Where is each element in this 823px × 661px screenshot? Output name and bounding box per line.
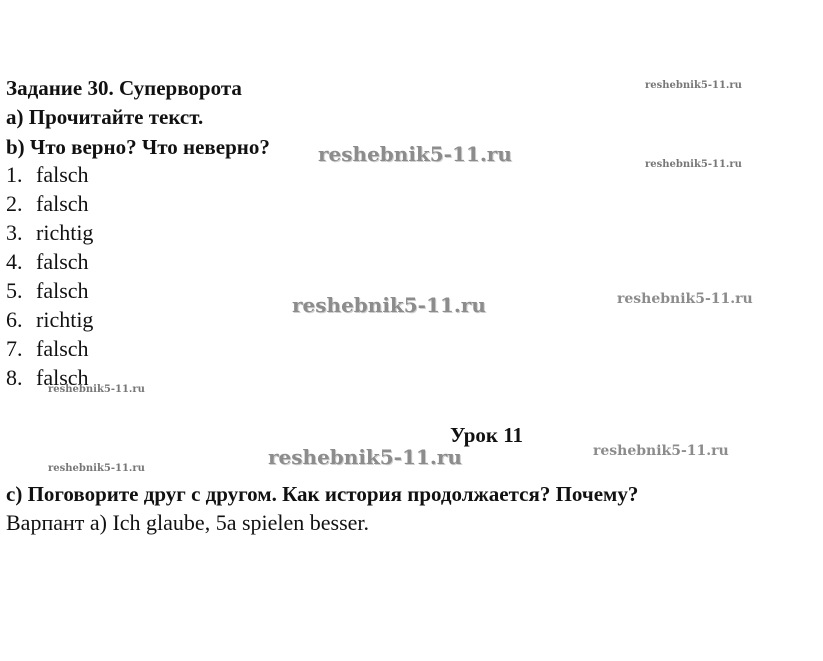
item-number: 6. <box>6 307 23 332</box>
item-value: falsch <box>36 278 89 303</box>
list-item <box>6 307 93 333</box>
task-part-a: а) Прочитайте текст. <box>6 105 204 129</box>
watermark: reshebnik5-11.ru <box>48 463 145 474</box>
task-part-b: b) Что верно? Что неверно? <box>6 135 270 159</box>
item-number: 5. <box>6 278 23 303</box>
item-value: falsch <box>36 249 89 274</box>
task-title: Задание 30. Суперворота <box>6 76 242 100</box>
part-c-question: c) Поговорите друг с другом. Как история продолжается? Почему? <box>6 482 639 506</box>
item-value: falsch <box>36 162 89 187</box>
lesson-title: Урок 11 <box>450 423 524 447</box>
list-item <box>6 162 89 188</box>
item-number: 3. <box>6 220 23 245</box>
watermark: reshebnik5-11.ru <box>645 80 742 91</box>
part-c-answer: Варпант а) Ich glaube, 5a spielen besser. <box>6 510 370 535</box>
watermark: reshebnik5-11.ru <box>593 443 729 459</box>
item-number: 4. <box>6 249 23 274</box>
list-item <box>6 336 89 362</box>
list-item <box>6 220 93 246</box>
item-value: richtig <box>36 307 94 332</box>
item-value: falsch <box>36 336 89 361</box>
list-item <box>6 191 89 217</box>
watermark: reshebnik5-11.ru <box>292 293 486 317</box>
item-value: falsch <box>36 365 89 390</box>
item-number: 7. <box>6 336 23 361</box>
item-number: 2. <box>6 191 23 216</box>
item-number: 8. <box>6 365 23 390</box>
list-item <box>6 278 89 304</box>
item-value: richtig <box>36 220 94 245</box>
watermark: reshebnik5-11.ru <box>48 384 145 395</box>
item-value: falsch <box>36 191 89 216</box>
list-item <box>6 249 89 275</box>
watermark: reshebnik5-11.ru <box>318 142 512 166</box>
watermark: reshebnik5-11.ru <box>645 159 742 170</box>
watermark: reshebnik5-11.ru <box>268 445 462 469</box>
item-number: 1. <box>6 162 23 187</box>
watermark: reshebnik5-11.ru <box>617 291 753 307</box>
